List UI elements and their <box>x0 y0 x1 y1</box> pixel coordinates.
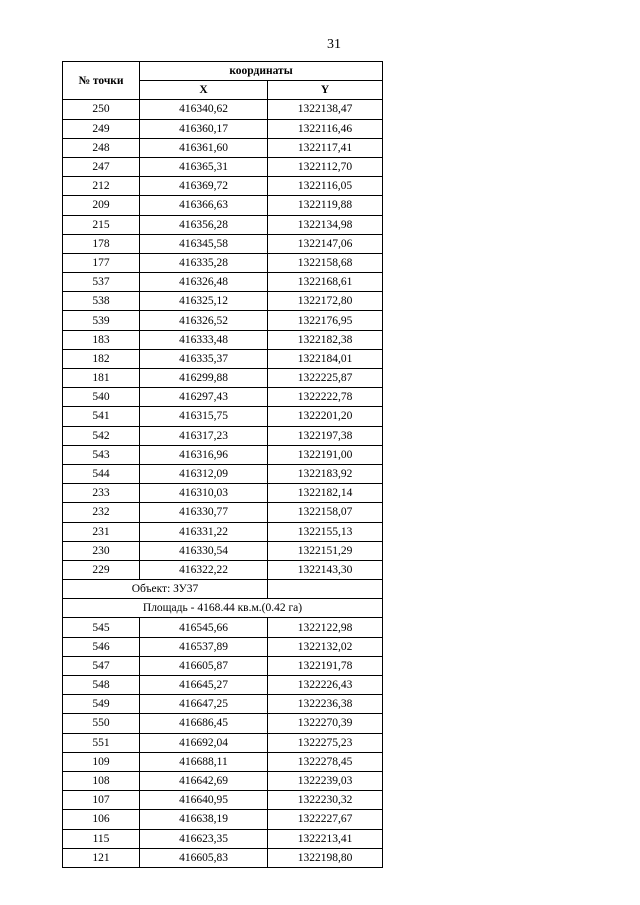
x-coordinate-cell: 416645,27 <box>140 676 268 695</box>
x-coordinate-cell: 416326,52 <box>140 311 268 330</box>
x-coordinate-cell: 416647,25 <box>140 695 268 714</box>
point-number-cell: 247 <box>63 157 140 176</box>
y-coordinate-cell: 1322117,41 <box>268 138 383 157</box>
x-coordinate-cell: 416360,17 <box>140 119 268 138</box>
y-coordinate-cell: 1322230,32 <box>268 791 383 810</box>
object-label: Объект: ЗУ37 <box>63 580 268 599</box>
y-coordinate-cell: 1322172,80 <box>268 292 383 311</box>
y-coordinate-cell: 1322143,30 <box>268 560 383 579</box>
y-coordinate-cell: 1322198,80 <box>268 848 383 867</box>
point-number-cell: 550 <box>63 714 140 733</box>
table-row <box>63 388 383 407</box>
x-coordinate-cell: 416335,37 <box>140 349 268 368</box>
point-number-cell: 248 <box>63 138 140 157</box>
rows-before <box>63 100 383 580</box>
y-coordinate-cell: 1322201,20 <box>268 407 383 426</box>
y-coordinate-cell: 1322116,05 <box>268 177 383 196</box>
y-coordinate-cell: 1322191,00 <box>268 445 383 464</box>
table-row <box>63 541 383 560</box>
y-coordinate-cell: 1322138,47 <box>268 100 383 119</box>
table-row <box>63 714 383 733</box>
x-coordinate-cell: 416340,62 <box>140 100 268 119</box>
table-row <box>63 292 383 311</box>
point-number-cell: 215 <box>63 215 140 234</box>
x-coordinate-cell: 416345,58 <box>140 234 268 253</box>
point-number-cell: 233 <box>63 484 140 503</box>
area-label: Площадь - 4168.44 кв.м.(0.42 га) <box>63 599 383 618</box>
point-number-cell: 182 <box>63 349 140 368</box>
x-coordinate-cell: 416537,89 <box>140 637 268 656</box>
x-coordinate-cell: 416369,72 <box>140 177 268 196</box>
y-coordinate-cell: 1322151,29 <box>268 541 383 560</box>
x-coordinate-cell: 416361,60 <box>140 138 268 157</box>
point-number-cell: 212 <box>63 177 140 196</box>
point-number-cell: 106 <box>63 810 140 829</box>
table-row <box>63 330 383 349</box>
x-coordinate-cell: 416299,88 <box>140 369 268 388</box>
table-row <box>63 234 383 253</box>
y-coordinate-cell: 1322197,38 <box>268 426 383 445</box>
x-coordinate-cell: 416297,43 <box>140 388 268 407</box>
point-number-cell: 544 <box>63 464 140 483</box>
x-coordinate-cell: 416605,83 <box>140 848 268 867</box>
y-coordinate-cell: 1322122,98 <box>268 618 383 637</box>
table-row <box>63 157 383 176</box>
y-header: Y <box>268 81 383 100</box>
table-row <box>63 349 383 368</box>
point-number-cell: 229 <box>63 560 140 579</box>
table-row <box>63 829 383 848</box>
y-coordinate-cell: 1322158,07 <box>268 503 383 522</box>
point-number-cell: 549 <box>63 695 140 714</box>
table-row <box>63 848 383 867</box>
x-coordinate-cell: 416356,28 <box>140 215 268 234</box>
table-row <box>63 138 383 157</box>
point-number-header: № точки <box>63 62 140 100</box>
x-coordinate-cell: 416642,69 <box>140 771 268 790</box>
point-number-cell: 232 <box>63 503 140 522</box>
x-coordinate-cell: 416317,23 <box>140 426 268 445</box>
point-number-cell: 177 <box>63 253 140 272</box>
x-coordinate-cell: 416605,87 <box>140 656 268 675</box>
table-row <box>63 771 383 790</box>
point-number-cell: 548 <box>63 676 140 695</box>
point-number-cell: 115 <box>63 829 140 848</box>
table-row <box>63 215 383 234</box>
x-coordinate-cell: 416686,45 <box>140 714 268 733</box>
table-row <box>63 522 383 541</box>
x-header: X <box>140 81 268 100</box>
y-coordinate-cell: 1322222,78 <box>268 388 383 407</box>
point-number-cell: 546 <box>63 637 140 656</box>
y-coordinate-cell: 1322278,45 <box>268 752 383 771</box>
table-row <box>63 637 383 656</box>
table-row <box>63 810 383 829</box>
point-number-cell: 541 <box>63 407 140 426</box>
x-coordinate-cell: 416325,12 <box>140 292 268 311</box>
table-row <box>63 791 383 810</box>
point-number-cell: 121 <box>63 848 140 867</box>
point-number-cell: 543 <box>63 445 140 464</box>
table-row <box>63 273 383 292</box>
table-row <box>63 676 383 695</box>
point-number-cell: 183 <box>63 330 140 349</box>
point-number-cell: 108 <box>63 771 140 790</box>
page-number: 31 <box>327 37 341 52</box>
table-row <box>63 618 383 637</box>
y-coordinate-cell: 1322132,02 <box>268 637 383 656</box>
y-coordinate-cell: 1322155,13 <box>268 522 383 541</box>
x-coordinate-cell: 416333,48 <box>140 330 268 349</box>
x-coordinate-cell: 416545,66 <box>140 618 268 637</box>
x-coordinate-cell: 416316,96 <box>140 445 268 464</box>
table-row <box>63 407 383 426</box>
table-row <box>63 445 383 464</box>
rows-after <box>63 618 383 867</box>
y-coordinate-cell: 1322191,78 <box>268 656 383 675</box>
point-number-cell: 181 <box>63 369 140 388</box>
x-coordinate-cell: 416310,03 <box>140 484 268 503</box>
y-coordinate-cell: 1322134,98 <box>268 215 383 234</box>
x-coordinate-cell: 416330,77 <box>140 503 268 522</box>
y-coordinate-cell: 1322227,67 <box>268 810 383 829</box>
point-number-cell: 551 <box>63 733 140 752</box>
table-row <box>63 426 383 445</box>
point-number-cell: 540 <box>63 388 140 407</box>
x-coordinate-cell: 416330,54 <box>140 541 268 560</box>
table-row <box>63 177 383 196</box>
point-number-cell: 178 <box>63 234 140 253</box>
table-row <box>63 503 383 522</box>
x-coordinate-cell: 416312,09 <box>140 464 268 483</box>
y-coordinate-cell: 1322213,41 <box>268 829 383 848</box>
point-number-cell: 109 <box>63 752 140 771</box>
table-row <box>63 311 383 330</box>
point-number-cell: 542 <box>63 426 140 445</box>
point-number-cell: 231 <box>63 522 140 541</box>
x-coordinate-cell: 416335,28 <box>140 253 268 272</box>
x-coordinate-cell: 416692,04 <box>140 733 268 752</box>
point-number-cell: 545 <box>63 618 140 637</box>
x-coordinate-cell: 416640,95 <box>140 791 268 810</box>
table-row <box>63 119 383 138</box>
object-section <box>63 580 383 618</box>
y-coordinate-cell: 1322147,06 <box>268 234 383 253</box>
y-coordinate-cell: 1322275,23 <box>268 733 383 752</box>
y-coordinate-cell: 1322183,92 <box>268 464 383 483</box>
point-number-cell: 250 <box>63 100 140 119</box>
table-row <box>63 733 383 752</box>
y-coordinate-cell: 1322226,43 <box>268 676 383 695</box>
point-number-cell: 547 <box>63 656 140 675</box>
coordinates-table <box>62 61 383 868</box>
y-coordinate-cell: 1322184,01 <box>268 349 383 368</box>
y-coordinate-cell: 1322182,14 <box>268 484 383 503</box>
point-number-cell: 539 <box>63 311 140 330</box>
y-coordinate-cell: 1322270,39 <box>268 714 383 733</box>
y-coordinate-cell: 1322158,68 <box>268 253 383 272</box>
x-coordinate-cell: 416365,31 <box>140 157 268 176</box>
x-coordinate-cell: 416638,19 <box>140 810 268 829</box>
y-coordinate-cell: 1322182,38 <box>268 330 383 349</box>
point-number-cell: 537 <box>63 273 140 292</box>
x-coordinate-cell: 416322,22 <box>140 560 268 579</box>
y-coordinate-cell: 1322236,38 <box>268 695 383 714</box>
y-coordinate-cell: 1322116,46 <box>268 119 383 138</box>
table-row <box>63 196 383 215</box>
table-row <box>63 752 383 771</box>
table-row <box>63 464 383 483</box>
x-coordinate-cell: 416366,63 <box>140 196 268 215</box>
y-coordinate-cell: 1322225,87 <box>268 369 383 388</box>
x-coordinate-cell: 416315,75 <box>140 407 268 426</box>
x-coordinate-cell: 416331,22 <box>140 522 268 541</box>
point-number-cell: 249 <box>63 119 140 138</box>
point-number-cell: 538 <box>63 292 140 311</box>
table-row <box>63 369 383 388</box>
point-number-cell: 107 <box>63 791 140 810</box>
table-row <box>63 100 383 119</box>
x-coordinate-cell: 416623,35 <box>140 829 268 848</box>
object-empty-cell <box>268 580 383 599</box>
point-number-cell: 209 <box>63 196 140 215</box>
table-row <box>63 253 383 272</box>
x-coordinate-cell: 416326,48 <box>140 273 268 292</box>
point-number-cell: 230 <box>63 541 140 560</box>
table-row <box>63 560 383 579</box>
y-coordinate-cell: 1322176,95 <box>268 311 383 330</box>
y-coordinate-cell: 1322119,88 <box>268 196 383 215</box>
y-coordinate-cell: 1322112,70 <box>268 157 383 176</box>
y-coordinate-cell: 1322168,61 <box>268 273 383 292</box>
y-coordinate-cell: 1322239,03 <box>268 771 383 790</box>
table-row <box>63 656 383 675</box>
table-row <box>63 695 383 714</box>
coordinates-header: координаты <box>140 62 383 81</box>
table-row <box>63 484 383 503</box>
x-coordinate-cell: 416688,11 <box>140 752 268 771</box>
